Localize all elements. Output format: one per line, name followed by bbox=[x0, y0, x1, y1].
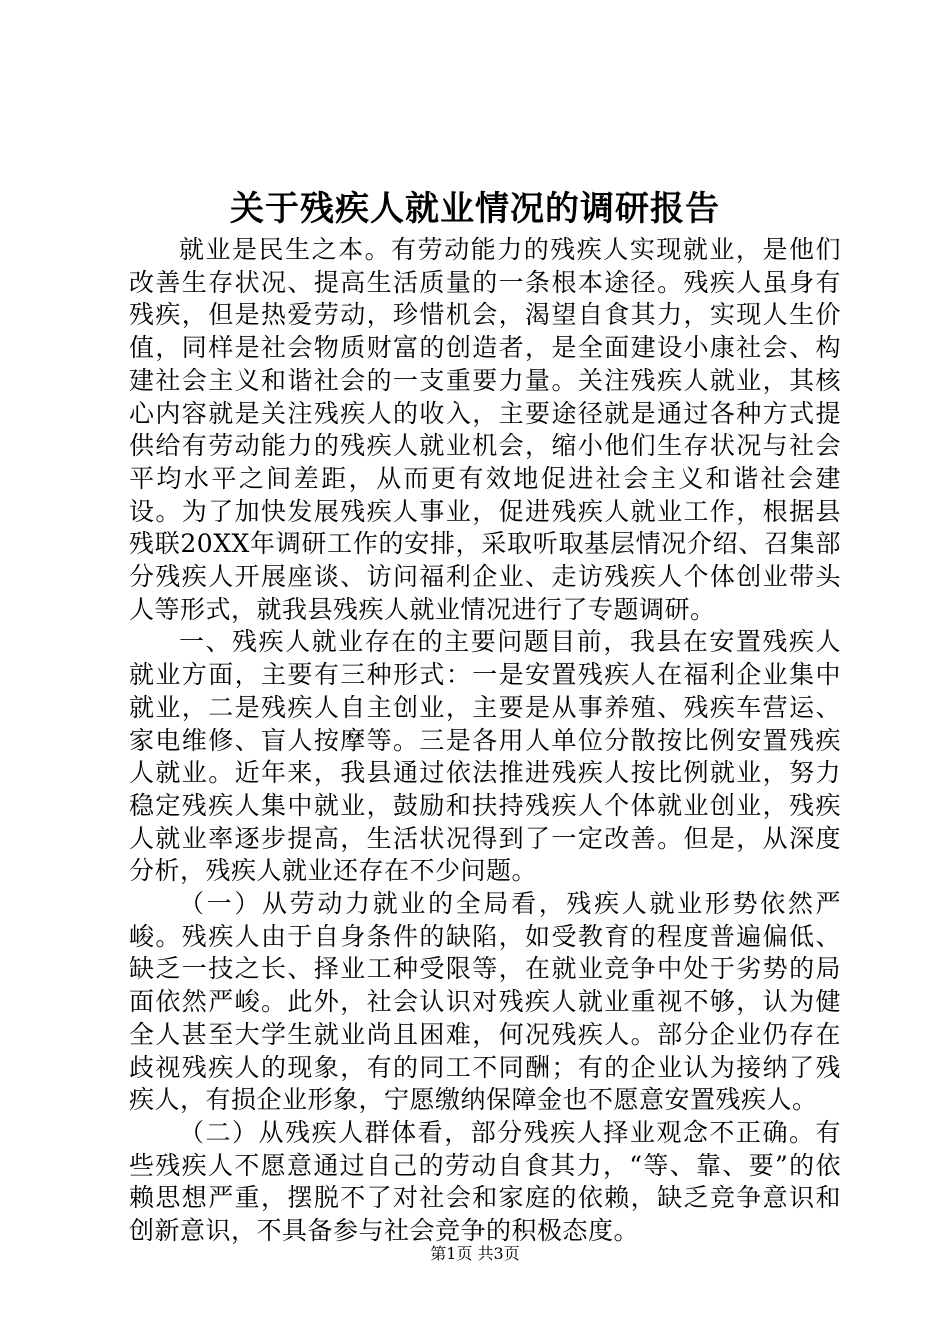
document-body bbox=[129, 234, 841, 1248]
page-footer: 第1页 共3页 bbox=[430, 1244, 520, 1263]
document-title: 关于残疾人就业情况的调研报告 bbox=[230, 189, 720, 229]
paragraph-section-one: 一、残疾人就业存在的主要问题目前，我县在安置残疾人就业方面，主要有三种形式：一是安置残疾人在福利企业集中就业，二是残疾人自主创业，主要是从事养殖、残疾车营运、家电维修、盲人按摩等。三是各用人单位分散按比例安置残疾人就业。近年来，我县通过依法推进残疾人按比例就业，努力稳定残疾人集中就业，鼓励和扶持残疾人个体就业创业，残疾人就业率逐步提高，生活状况得到了一定改善。但是，从深度分析，残疾人就业还存在不少问题。 bbox=[129, 627, 841, 886]
paragraph-subsection-two: （二）从残疾人群体看，部分残疾人择业观念不正确。有些残疾人不愿意通过自己的劳动自食其力，“等、靠、要”的依赖思想严重，摆脱不了对社会和家庭的依赖，缺乏竞争意识和创新意识，不具备参与社会竞争的积极态度。 bbox=[129, 1117, 841, 1246]
paragraph-intro: 就业是民生之本。有劳动能力的残疾人实现就业，是他们改善生存状况、提高生活质量的一条根本途径。残疾人虽身有残疾，但是热爱劳动，珍惜机会，渴望自食其力，实现人生价值，同样是社会物质财富的创造者，是全面建设小康社会、构建社会主义和谐社会的一支重要力量。关注残疾人就业，其核心内容就是关注残疾人的收入，主要途径就是通过各种方式提供给有劳动能力的残疾人就业机会，缩小他们生存状况与社会平均水平之间差距，从而更有效地促进社会主义和谐社会建设。为了加快发展残疾人事业，促进残疾人就业工作，根据县残联20XX年调研工作的安排，采取听取基层情况介绍、召集部分残疾人开展座谈、访问福利企业、走访残疾人个体创业带头人等形式，就我县残疾人就业情况进行了专题调研。 bbox=[129, 235, 841, 624]
paragraph-subsection-one: （一）从劳动力就业的全局看，残疾人就业形势依然严峻。残疾人由于自身条件的缺陷，如受教育的程度普遍偏低、缺乏一技之长、择业工种受限等，在就业竞争中处于劣势的局面依然严峻。此外，社会认识对残疾人就业重视不够，认为健全人甚至大学生就业尚且困难，何况残疾人。部分企业仍存在歧视残疾人的现象，有的同工不同酬；有的企业认为接纳了残疾人，有损企业形象，宁愿缴纳保障金也不愿意安置残疾人。 bbox=[129, 889, 841, 1115]
